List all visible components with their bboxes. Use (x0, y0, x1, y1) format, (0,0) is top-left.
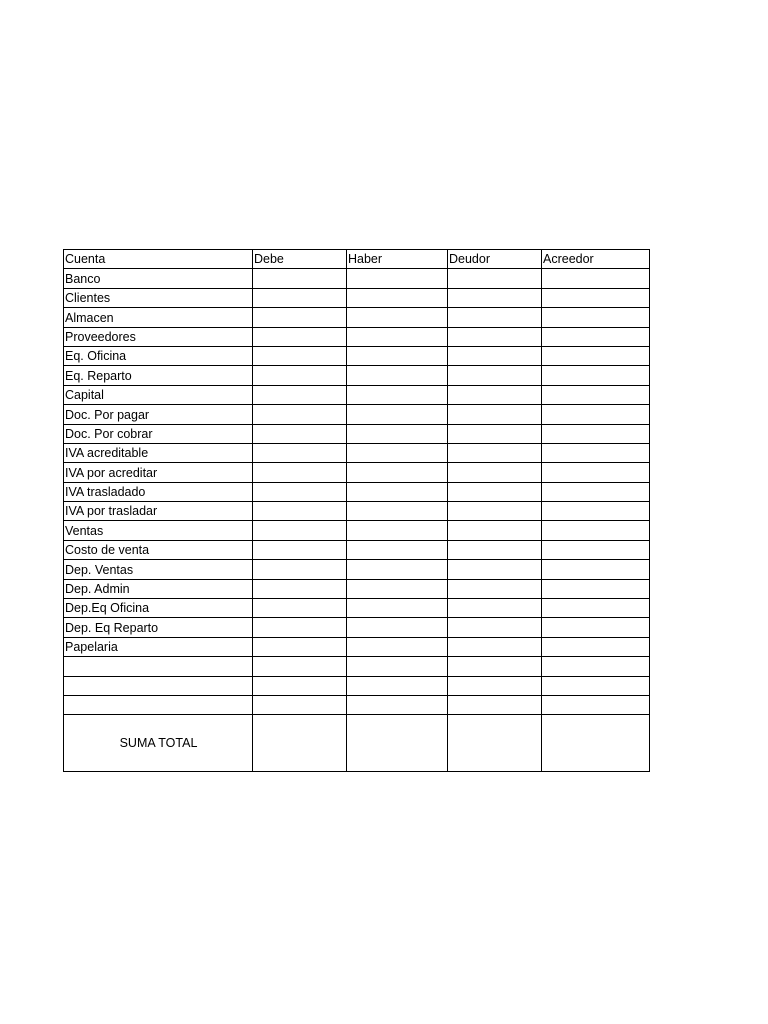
account-name-cell (64, 695, 253, 714)
deudor-cell[interactable] (448, 269, 542, 288)
ledger-body (64, 269, 650, 715)
debe-cell[interactable] (253, 346, 347, 365)
table-row (64, 385, 650, 404)
haber-cell[interactable] (347, 657, 448, 676)
table-row (64, 463, 650, 482)
deudor-cell[interactable] (448, 676, 542, 695)
acreedor-cell[interactable] (542, 676, 650, 695)
table-row (64, 366, 650, 385)
deudor-cell[interactable] (448, 579, 542, 598)
debe-cell[interactable] (253, 637, 347, 656)
acreedor-cell[interactable] (542, 443, 650, 462)
deudor-cell[interactable] (448, 405, 542, 424)
haber-cell[interactable] (347, 540, 448, 559)
total-row (64, 715, 650, 772)
account-name-cell: Doc. Por cobrar (64, 424, 253, 443)
acreedor-cell[interactable] (542, 599, 650, 618)
deudor-cell[interactable] (448, 599, 542, 618)
acreedor-cell[interactable] (542, 463, 650, 482)
haber-cell[interactable] (347, 676, 448, 695)
total-acreedor-cell[interactable] (542, 715, 650, 772)
haber-cell[interactable] (347, 405, 448, 424)
table-row (64, 560, 650, 579)
deudor-cell[interactable] (448, 288, 542, 307)
deudor-cell[interactable] (448, 482, 542, 501)
table-row (64, 695, 650, 714)
table-row (64, 424, 650, 443)
haber-cell[interactable] (347, 637, 448, 656)
account-name-cell: Almacen (64, 308, 253, 327)
header-cuenta: Cuenta (64, 250, 253, 269)
deudor-cell[interactable] (448, 463, 542, 482)
table-row (64, 618, 650, 637)
account-name-cell: IVA trasladado (64, 482, 253, 501)
account-name-cell: Eq. Reparto (64, 366, 253, 385)
deudor-cell[interactable] (448, 560, 542, 579)
deudor-cell[interactable] (448, 366, 542, 385)
account-name-cell: Proveedores (64, 327, 253, 346)
table-row (64, 288, 650, 307)
haber-cell[interactable] (347, 521, 448, 540)
total-debe-cell[interactable] (253, 715, 347, 772)
table-row (64, 346, 650, 365)
debe-cell[interactable] (253, 695, 347, 714)
acreedor-cell[interactable] (542, 308, 650, 327)
table-row (64, 405, 650, 424)
acreedor-cell[interactable] (542, 521, 650, 540)
debe-cell[interactable] (253, 463, 347, 482)
debe-cell[interactable] (253, 308, 347, 327)
haber-cell[interactable] (347, 366, 448, 385)
account-name-cell (64, 676, 253, 695)
deudor-cell[interactable] (448, 657, 542, 676)
table-row (64, 482, 650, 501)
table-row (64, 443, 650, 462)
deudor-cell[interactable] (448, 443, 542, 462)
acreedor-cell[interactable] (542, 695, 650, 714)
acreedor-cell[interactable] (542, 424, 650, 443)
debe-cell[interactable] (253, 540, 347, 559)
haber-cell[interactable] (347, 443, 448, 462)
deudor-cell[interactable] (448, 521, 542, 540)
acreedor-cell[interactable] (542, 657, 650, 676)
account-name-cell: Ventas (64, 521, 253, 540)
deudor-cell[interactable] (448, 327, 542, 346)
acreedor-cell[interactable] (542, 540, 650, 559)
account-name-cell: Clientes (64, 288, 253, 307)
account-name-cell: Dep. Eq Reparto (64, 618, 253, 637)
account-name-cell: IVA por acreditar (64, 463, 253, 482)
debe-cell[interactable] (253, 560, 347, 579)
account-name-cell: Eq. Oficina (64, 346, 253, 365)
deudor-cell[interactable] (448, 346, 542, 365)
debe-cell[interactable] (253, 327, 347, 346)
haber-cell[interactable] (347, 308, 448, 327)
table-row (64, 579, 650, 598)
table-row (64, 599, 650, 618)
acreedor-cell[interactable] (542, 502, 650, 521)
haber-cell[interactable] (347, 579, 448, 598)
table-row (64, 657, 650, 676)
table-row (64, 269, 650, 288)
acreedor-cell[interactable] (542, 560, 650, 579)
debe-cell[interactable] (253, 521, 347, 540)
debe-cell[interactable] (253, 424, 347, 443)
debe-cell[interactable] (253, 443, 347, 462)
account-name-cell: Dep. Admin (64, 579, 253, 598)
account-name-cell: Banco (64, 269, 253, 288)
account-name-cell: IVA por trasladar (64, 502, 253, 521)
haber-cell[interactable] (347, 695, 448, 714)
acreedor-cell[interactable] (542, 269, 650, 288)
haber-cell[interactable] (347, 269, 448, 288)
account-name-cell: Dep.Eq Oficina (64, 599, 253, 618)
deudor-cell[interactable] (448, 308, 542, 327)
table-row (64, 676, 650, 695)
debe-cell[interactable] (253, 385, 347, 404)
account-name-cell: IVA acreditable (64, 443, 253, 462)
debe-cell[interactable] (253, 579, 347, 598)
account-name-cell: Doc. Por pagar (64, 405, 253, 424)
account-name-cell: Capital (64, 385, 253, 404)
deudor-cell[interactable] (448, 695, 542, 714)
deudor-cell[interactable] (448, 637, 542, 656)
header-deudor: Deudor (448, 250, 542, 269)
header-haber: Haber (347, 250, 448, 269)
total-deudor-cell[interactable] (448, 715, 542, 772)
acreedor-cell[interactable] (542, 579, 650, 598)
table-row (64, 502, 650, 521)
haber-cell[interactable] (347, 327, 448, 346)
deudor-cell[interactable] (448, 424, 542, 443)
acreedor-cell[interactable] (542, 385, 650, 404)
header-acreedor: Acreedor (542, 250, 650, 269)
table-row (64, 521, 650, 540)
account-name-cell: Costo de venta (64, 540, 253, 559)
acreedor-cell[interactable] (542, 288, 650, 307)
haber-cell[interactable] (347, 424, 448, 443)
haber-cell[interactable] (347, 385, 448, 404)
debe-cell[interactable] (253, 657, 347, 676)
table-row (64, 308, 650, 327)
debe-cell[interactable] (253, 676, 347, 695)
acreedor-cell[interactable] (542, 618, 650, 637)
account-name-cell: Dep. Ventas (64, 560, 253, 579)
account-name-cell (64, 657, 253, 676)
haber-cell[interactable] (347, 463, 448, 482)
debe-cell[interactable] (253, 405, 347, 424)
haber-cell[interactable] (347, 560, 448, 579)
acreedor-cell[interactable] (542, 482, 650, 501)
haber-cell[interactable] (347, 502, 448, 521)
ledger-sheet (63, 249, 650, 772)
header-row (64, 250, 650, 269)
haber-cell[interactable] (347, 346, 448, 365)
debe-cell[interactable] (253, 482, 347, 501)
acreedor-cell[interactable] (542, 327, 650, 346)
debe-cell[interactable] (253, 269, 347, 288)
header-debe: Debe (253, 250, 347, 269)
table-row (64, 637, 650, 656)
account-name-cell: Papelaria (64, 637, 253, 656)
ledger-table (63, 249, 650, 772)
acreedor-cell[interactable] (542, 405, 650, 424)
deudor-cell[interactable] (448, 502, 542, 521)
total-haber-cell[interactable] (347, 715, 448, 772)
deudor-cell[interactable] (448, 618, 542, 637)
haber-cell[interactable] (347, 288, 448, 307)
acreedor-cell[interactable] (542, 637, 650, 656)
debe-cell[interactable] (253, 599, 347, 618)
deudor-cell[interactable] (448, 540, 542, 559)
debe-cell[interactable] (253, 366, 347, 385)
deudor-cell[interactable] (448, 385, 542, 404)
total-label: SUMA TOTAL (64, 715, 253, 772)
table-row (64, 540, 650, 559)
debe-cell[interactable] (253, 618, 347, 637)
haber-cell[interactable] (347, 482, 448, 501)
acreedor-cell[interactable] (542, 346, 650, 365)
debe-cell[interactable] (253, 502, 347, 521)
haber-cell[interactable] (347, 618, 448, 637)
debe-cell[interactable] (253, 288, 347, 307)
acreedor-cell[interactable] (542, 366, 650, 385)
table-row (64, 327, 650, 346)
haber-cell[interactable] (347, 599, 448, 618)
